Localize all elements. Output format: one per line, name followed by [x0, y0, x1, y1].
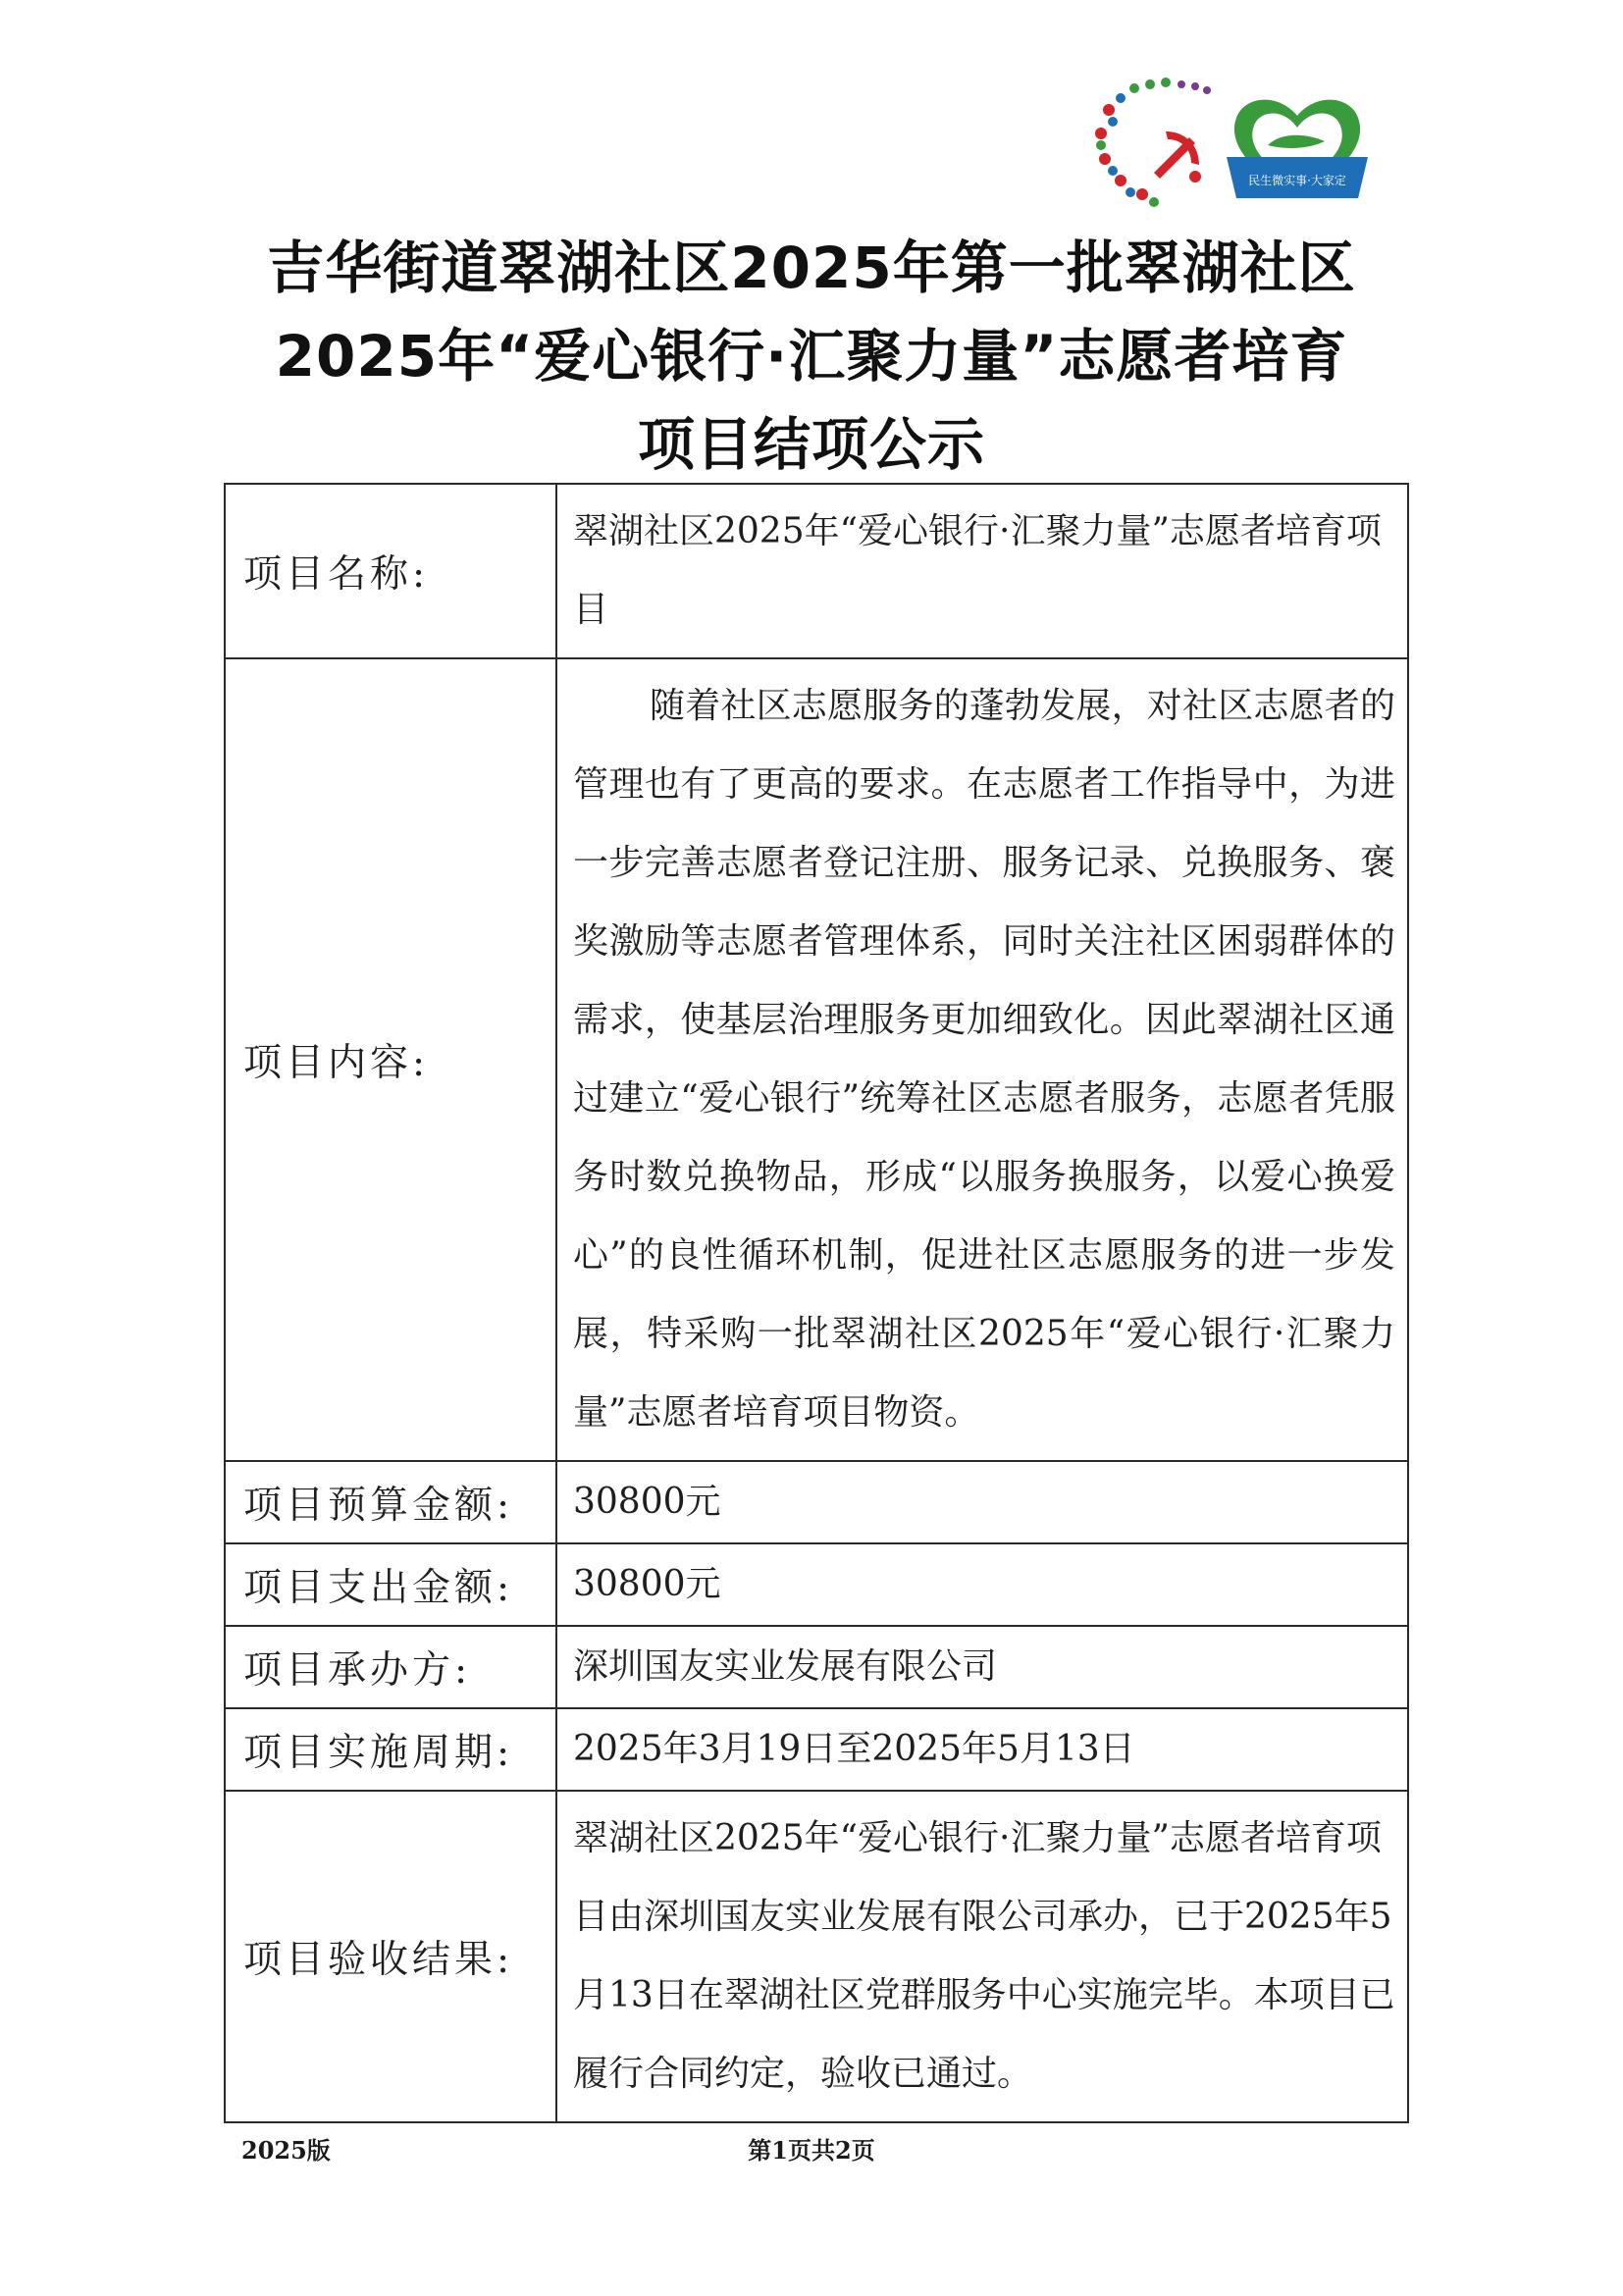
footer-page-number: 第1页共2页 [748, 2136, 875, 2165]
row-contractor [225, 1626, 1408, 1708]
project-info-table [224, 483, 1409, 2123]
party-emblem-logo [1091, 77, 1215, 214]
label-project-content: 项目内容: [225, 658, 556, 1461]
row-expenditure [225, 1543, 1408, 1626]
label-acceptance: 项目验收结果: [225, 1791, 556, 2122]
header-logos [1091, 77, 1372, 214]
value-project-content: 随着社区志愿服务的蓬勃发展，对社区志愿者的管理也有了更高的要求。在志愿者工作指导中，为进一步完善志愿者登记注册、服务记录、兑换服务、褒奖激励等志愿者管理体系，同时关注社区困弱群体的需求，使基层治理服务更加细致化。因此翠湖社区通过建立“爱心银行”统筹社区志愿者服务，志愿者凭服务时数兑换物品，形成“以服务换服务，以爱心换爱心”的良性循环机制，促进社区志愿服务的进一步发展，特采购一批翠湖社区2025年“爱心银行·汇聚力量”志愿者培育项目物资。 [556, 658, 1408, 1461]
label-budget: 项目预算金额: [225, 1461, 556, 1543]
row-period [225, 1708, 1408, 1791]
value-expenditure: 30800元 [556, 1543, 1408, 1626]
value-budget: 30800元 [556, 1461, 1408, 1543]
row-budget [225, 1461, 1408, 1543]
value-acceptance: 翠湖社区2025年“爱心银行·汇聚力量”志愿者培育项目由深圳国友实业发展有限公司承办，已于2025年5月13日在翠湖社区党群服务中心实施完毕。本项目已履行合同约定，验收已通过。 [556, 1791, 1408, 2122]
footer-version: 2025版 [241, 2136, 331, 2165]
label-expenditure: 项目支出金额: [225, 1543, 556, 1626]
title-line-1: 吉华街道翠湖社区2025年第一批翠湖社区 [267, 235, 1356, 301]
value-project-name: 翠湖社区2025年“爱心银行·汇聚力量”志愿者培育项目 [556, 484, 1408, 658]
row-project-content [225, 658, 1408, 1461]
row-project-name [225, 484, 1408, 658]
label-project-name: 项目名称: [225, 484, 556, 658]
logo-right-text: 民生微实事·大家定 [1248, 174, 1346, 187]
label-period: 项目实施周期: [225, 1708, 556, 1791]
title-line-3: 项目结项公示 [637, 411, 985, 478]
document-title [0, 224, 1623, 489]
title-line-2: 2025年“爱心银行·汇聚力量”志愿者培育 [275, 323, 1348, 390]
value-period: 2025年3月19日至2025年5月13日 [556, 1708, 1408, 1791]
row-acceptance [225, 1791, 1408, 2122]
label-contractor: 项目承办方: [225, 1626, 556, 1708]
value-contractor: 深圳国友实业发展有限公司 [556, 1626, 1408, 1708]
minsheng-heart-logo [1223, 88, 1372, 206]
